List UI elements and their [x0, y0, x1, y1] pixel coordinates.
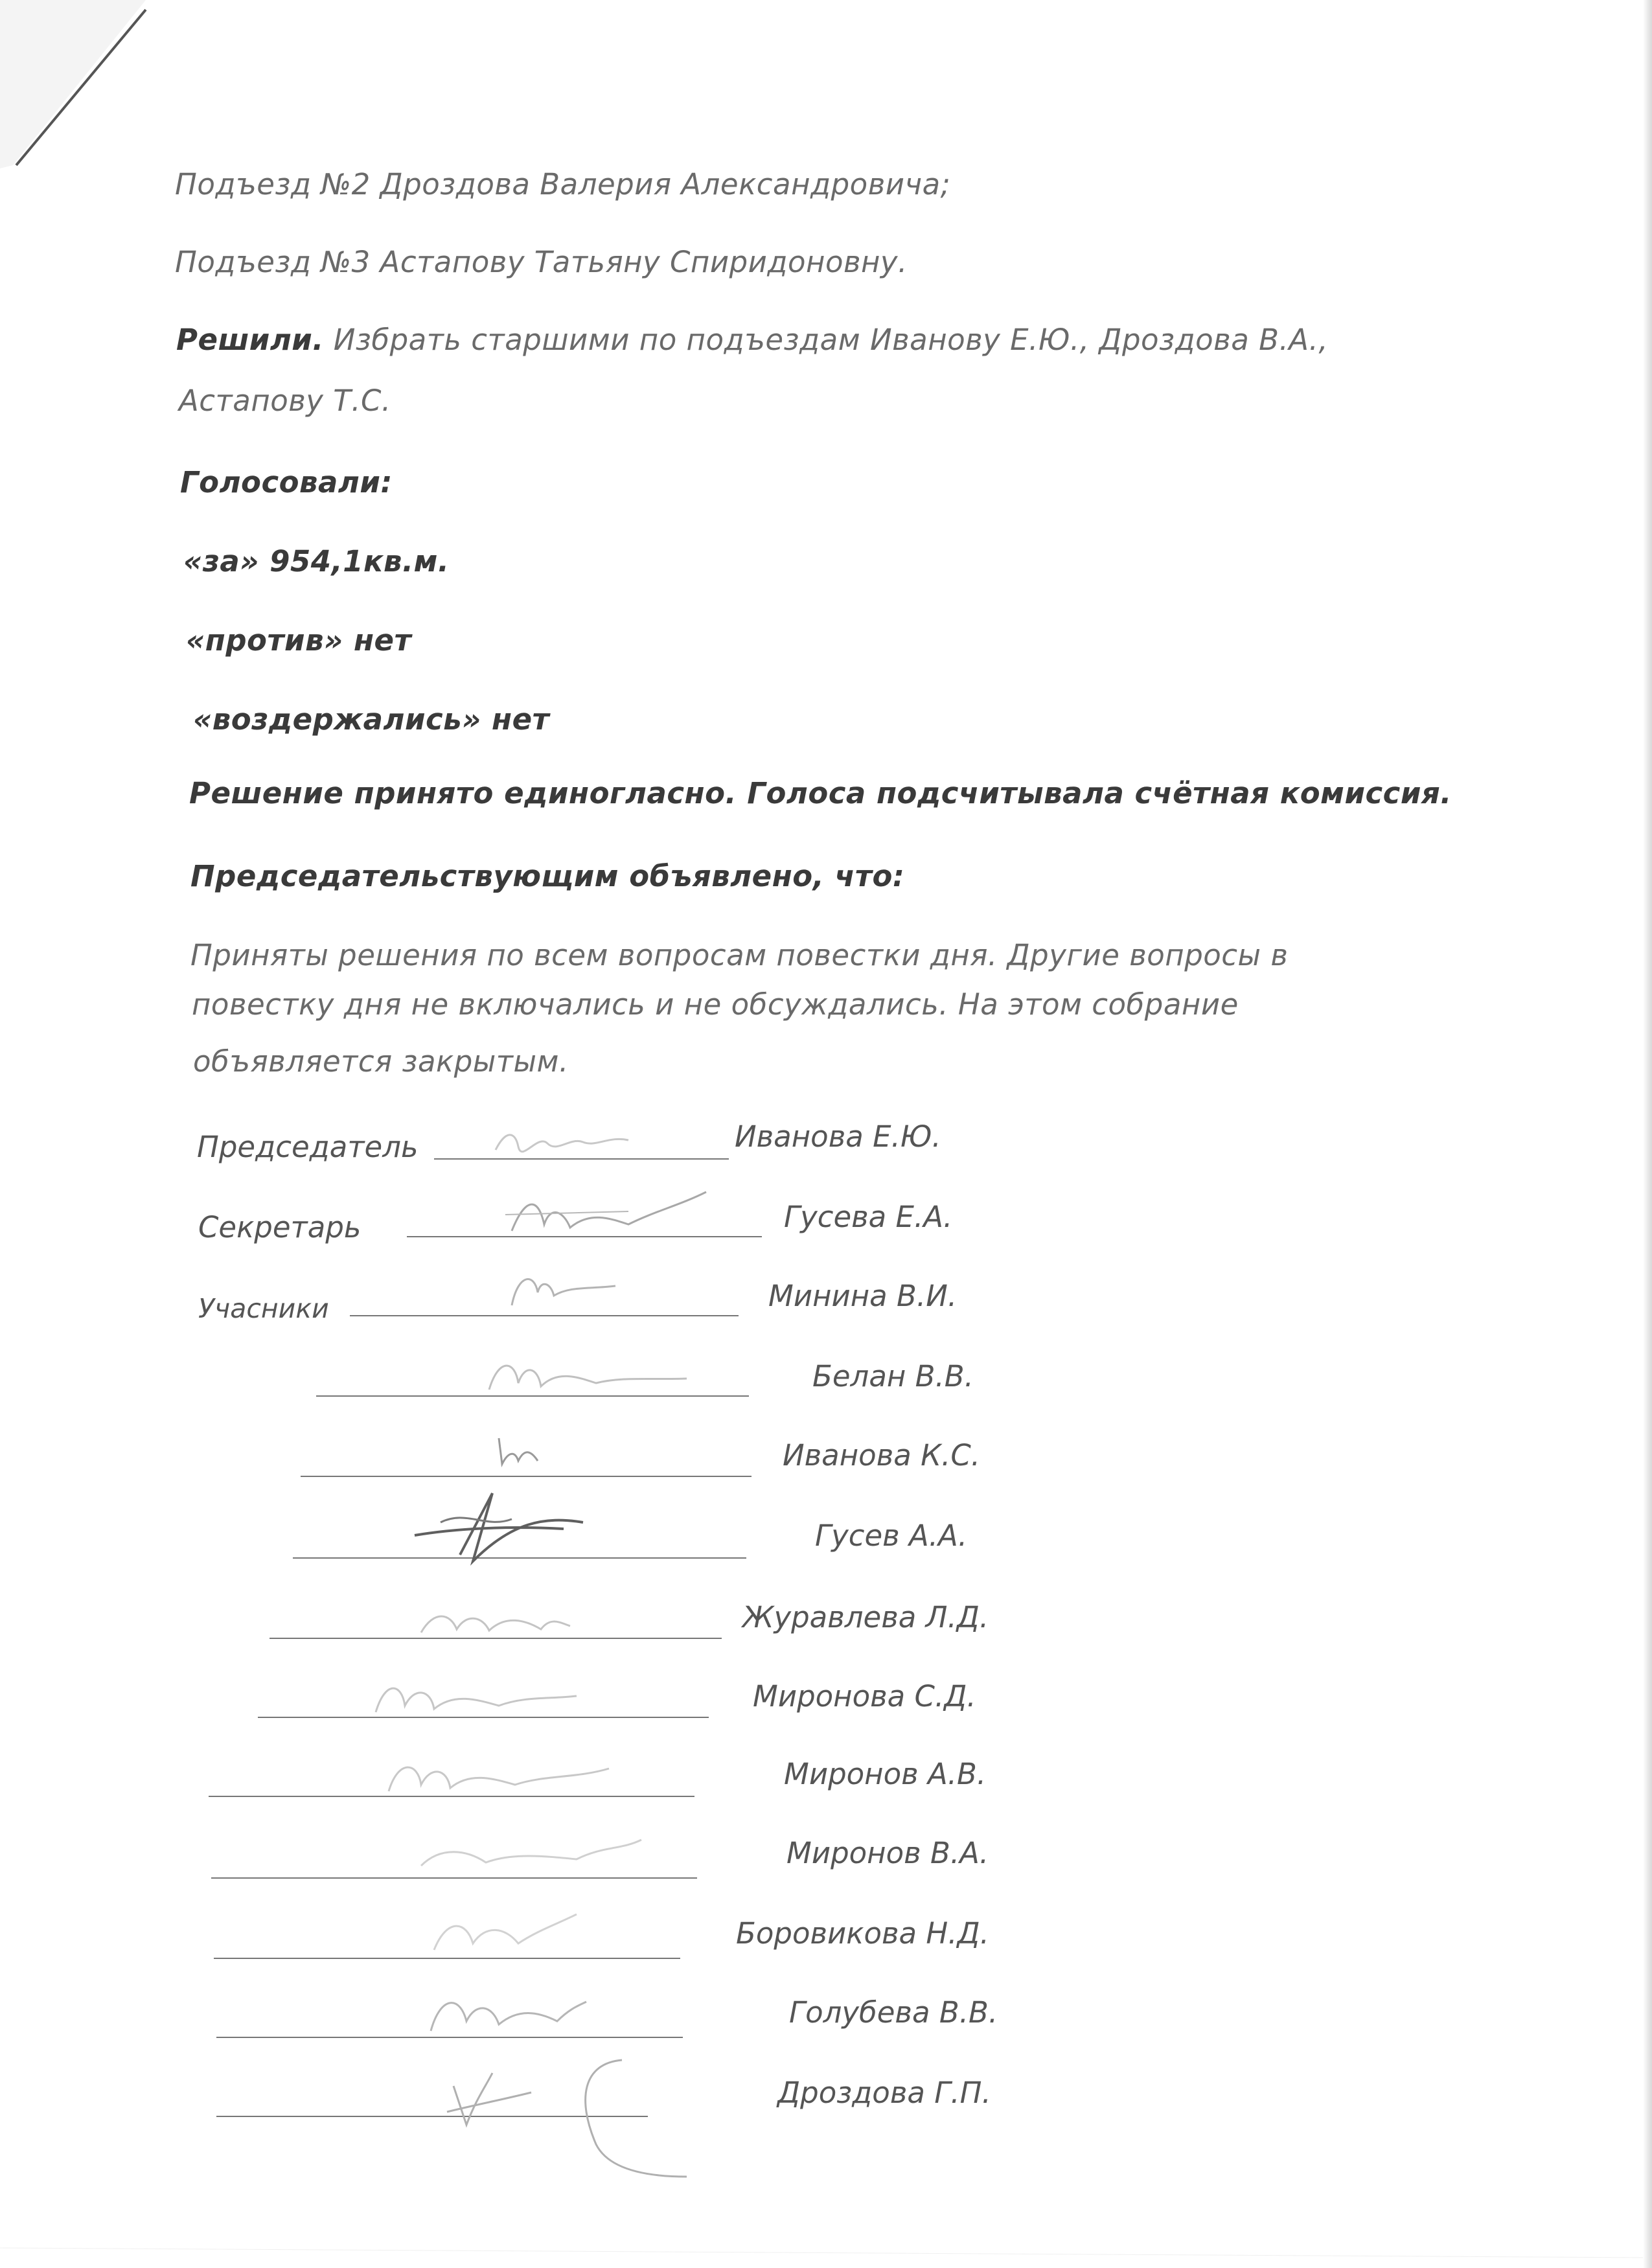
signature-role: Секретарь [198, 1210, 361, 1244]
decided-line-2: Астапову Т.С. [179, 384, 391, 418]
signature-role: Учасники [198, 1293, 329, 1324]
voted-label: Голосовали: [180, 465, 393, 499]
decided-line-1 [176, 323, 1328, 357]
signature-scribble [499, 1186, 713, 1244]
closing-line-3: объявляется закрытым. [193, 1044, 569, 1079]
signature-name: Иванова Е.Ю. [735, 1119, 941, 1154]
vote-against: «против» нет [186, 623, 412, 658]
closing-line-2: повестку дня не включались и не обсуждались. На этом собрание [192, 987, 1239, 1022]
signature-line [350, 1315, 739, 1316]
signature-scribble [382, 1749, 615, 1801]
signature-scribble [421, 1982, 590, 2041]
signature-name: Боровикова Н.Д. [736, 1916, 989, 1951]
signature-scribble [505, 1266, 622, 1315]
decided-label: Решили. [176, 323, 324, 357]
signature-name: Голубева В.В. [789, 1995, 998, 2030]
decided-text: Избрать старшими по подъездам Иванову Е.Ю., Дроздова В.А., [333, 323, 1329, 357]
vote-for: «за» 954,1кв.м. [183, 544, 450, 578]
closing-line-1: Приняты решения по всем вопросам повестки дня. Другие вопросы в [190, 938, 1289, 972]
signature-name: Белан В.В. [812, 1359, 974, 1393]
signature-name: Иванова К.С. [783, 1438, 981, 1472]
signature-name: Миронова С.Д. [753, 1679, 976, 1713]
signature-name: Миронов А.В. [784, 1757, 987, 1791]
chair-announced: Председательствующим объявлено, что: [190, 859, 905, 893]
vote-abstain: «воздержались» нет [193, 702, 550, 737]
decision-line: Решение принято единогласно. Голоса подсчитывала счётная комиссия. [189, 776, 1452, 810]
signature-scribble [415, 2047, 751, 2190]
signature-scribble [479, 1347, 693, 1399]
signature-scribble [492, 1124, 635, 1160]
signature-name: Минина В.И. [768, 1279, 958, 1313]
signature-name: Дроздова Г.П. [777, 2076, 991, 2110]
signature-scribble [428, 1905, 583, 1960]
signature-role: Председатель [197, 1130, 419, 1164]
scan-page-edge [1643, 0, 1652, 2268]
signature-line [301, 1476, 751, 1477]
signature-name: Журавлева Л.Д. [742, 1600, 989, 1634]
signature-name: Гусев А.А. [815, 1518, 968, 1553]
signature-name: Миронов В.А. [786, 1836, 989, 1870]
signature-scribble [369, 1670, 583, 1722]
signature-name: Гусева Е.А. [784, 1200, 953, 1234]
signature-scribble [492, 1425, 570, 1474]
entrance-3-line: Подъезд №3 Астапову Татьяну Спиридоновну. [175, 245, 908, 279]
entrance-2-line: Подъезд №2 Дроздова Валерия Александровича; [175, 167, 951, 201]
signature-scribble [402, 1483, 596, 1574]
signature-scribble [415, 1827, 648, 1879]
signature-scribble [415, 1597, 577, 1642]
